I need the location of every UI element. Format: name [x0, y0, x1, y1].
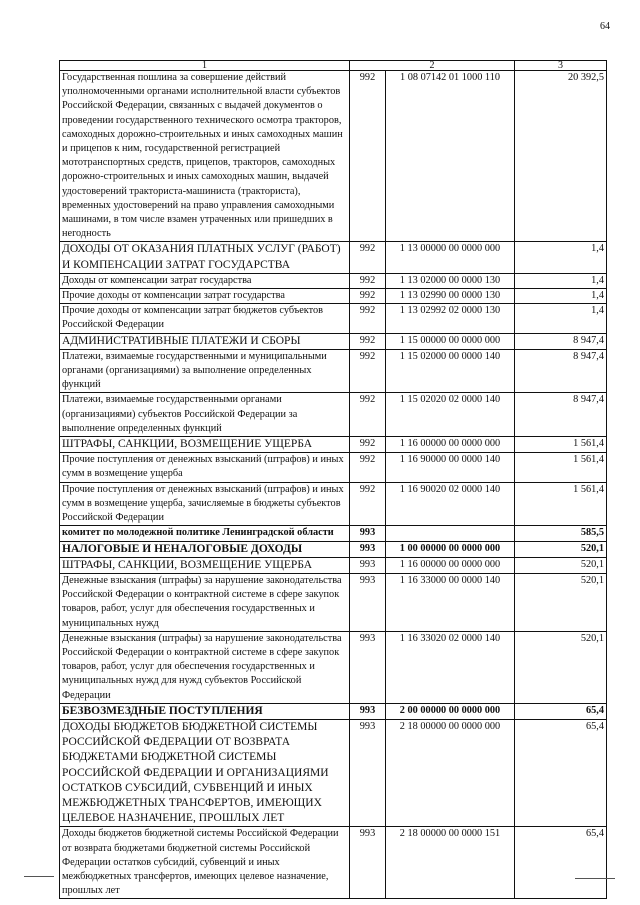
row-name-cell: ДОХОДЫ БЮДЖЕТОВ БЮДЖЕТНОЙ СИСТЕМЫ РОССИЙСКОЙ ФЕДЕРАЦИИ ОТ ВОЗВРАТА БЮДЖЕТАМИ БЮДЖЕТНОЙ СИСТЕМЫ РОССИЙСКОЙ ФЕДЕРАЦИИ И ОРГАНИЗАЦИЯМИ ОСТАТКОВ СУБСИДИЙ, СУБВЕНЦИЙ И ИНЫХ МЕЖБЮДЖЕТНЫХ ТРАНСФЕРТОВ, ИМЕЮЩИХ ЦЕЛЕВОЕ НАЗНАЧЕНИЕ, ПРОШЛЫХ ЛЕТ — [60, 719, 350, 826]
table-row — [60, 526, 607, 541]
row-classification-code-cell — [386, 526, 515, 541]
revenue-table-body — [60, 61, 607, 899]
row-classification-code-cell: 1 16 00000 00 0000 000 — [386, 557, 515, 573]
row-sum-cell: 8 947,4 — [515, 333, 607, 349]
table-row — [60, 393, 607, 437]
row-classification-code-cell: 1 08 07142 01 1000 110 — [386, 71, 515, 242]
row-name-cell: БЕЗВОЗМЕЗДНЫЕ ПОСТУПЛЕНИЯ — [60, 703, 350, 719]
row-classification-code-cell: 2 18 00000 00 0000 151 — [386, 827, 515, 899]
row-admin-code-cell: 992 — [350, 393, 386, 437]
row-classification-code-cell: 2 00 00000 00 0000 000 — [386, 703, 515, 719]
row-admin-code-cell: 992 — [350, 453, 386, 482]
table-row — [60, 827, 607, 899]
row-sum-cell: 65,4 — [515, 703, 607, 719]
row-name-cell: НАЛОГОВЫЕ И НЕНАЛОГОВЫЕ ДОХОДЫ — [60, 541, 350, 557]
row-classification-code-cell: 1 16 00000 00 0000 000 — [386, 437, 515, 453]
row-name-cell: Прочие доходы от компенсации затрат государства — [60, 289, 350, 304]
row-admin-code-cell: 992 — [350, 349, 386, 393]
table-row — [60, 557, 607, 573]
row-name-cell: Доходы бюджетов бюджетной системы Российской Федерации от возврата бюджетами бюджетной системы Российской Федерации остатков субсидий, субвенций и иных межбюджетных трансфертов, имеющих целевое назначение, прошлых лет — [60, 827, 350, 899]
row-sum-cell: 65,4 — [515, 719, 607, 826]
row-admin-code-cell: 993 — [350, 573, 386, 631]
row-classification-code-cell: 1 13 02992 02 0000 130 — [386, 304, 515, 333]
row-admin-code-cell: 992 — [350, 289, 386, 304]
row-classification-code-cell: 1 16 33000 00 0000 140 — [386, 573, 515, 631]
table-row — [60, 482, 607, 526]
row-name-cell: ДОХОДЫ ОТ ОКАЗАНИЯ ПЛАТНЫХ УСЛУГ (РАБОТ) И КОМПЕНСАЦИИ ЗАТРАТ ГОСУДАРСТВА — [60, 242, 350, 273]
row-admin-code-cell: 993 — [350, 719, 386, 826]
row-sum-cell: 1,4 — [515, 273, 607, 288]
row-admin-code-cell: 993 — [350, 557, 386, 573]
table-row — [60, 289, 607, 304]
row-name-cell: Денежные взыскания (штрафы) за нарушение законодательства Российской Федерации о контрактной системе в сфере закупок товаров, работ, услуг для обеспечения государственных и муниципальных нужд для нужд субъектов Российской Федерации — [60, 631, 350, 703]
row-sum-cell: 1,4 — [515, 289, 607, 304]
row-sum-cell: 65,4 — [515, 827, 607, 899]
header-col-1: 1 — [60, 61, 350, 71]
row-name-cell: Доходы от компенсации затрат государства — [60, 273, 350, 288]
scan-edge-mark — [24, 876, 54, 877]
row-sum-cell: 1,4 — [515, 242, 607, 273]
row-name-cell: Прочие поступления от денежных взысканий (штрафов) и иных сумм в возмещение ущерба, зачисляемые в бюджеты субъектов Российской Федерации — [60, 482, 350, 526]
row-admin-code-cell: 992 — [350, 242, 386, 273]
row-admin-code-cell: 993 — [350, 526, 386, 541]
row-name-cell: Платежи, взимаемые государственными и муниципальными органами (организациями) за выполнение определенных функций — [60, 349, 350, 393]
row-admin-code-cell: 992 — [350, 304, 386, 333]
row-sum-cell: 8 947,4 — [515, 349, 607, 393]
row-admin-code-cell: 992 — [350, 482, 386, 526]
row-name-cell: комитет по молодежной политике Ленинградской области — [60, 526, 350, 541]
table-row — [60, 71, 607, 242]
row-admin-code-cell: 992 — [350, 273, 386, 288]
table-row — [60, 304, 607, 333]
row-classification-code-cell: 1 15 00000 00 0000 000 — [386, 333, 515, 349]
row-classification-code-cell: 1 13 00000 00 0000 000 — [386, 242, 515, 273]
row-name-cell: Государственная пошлина за совершение действий уполномоченными органами исполнительной власти субъектов Российской Федерации, связанных с выдачей документов о проведении государственного технического осмотра тракторов, самоходных дорожно-строительных и иных самоходных машин и прицепов к ним, государственной регистрацией мототранспортных средств, прицепов, тракторов, самоходных дорожно-строительных и иных самоходных машин, выдачей удостоверений тракториста-машиниста (тракториста), временных удостоверений на право управления самоходными машинами, в том числе взамен утраченных или пришедших в негодность — [60, 71, 350, 242]
row-classification-code-cell: 1 16 90020 02 0000 140 — [386, 482, 515, 526]
row-sum-cell: 20 392,5 — [515, 71, 607, 242]
row-sum-cell: 8 947,4 — [515, 393, 607, 437]
row-admin-code-cell: 993 — [350, 827, 386, 899]
row-admin-code-cell: 992 — [350, 333, 386, 349]
table-row — [60, 349, 607, 393]
row-classification-code-cell: 1 13 02990 00 0000 130 — [386, 289, 515, 304]
table-row — [60, 242, 607, 273]
row-name-cell: ШТРАФЫ, САНКЦИИ, ВОЗМЕЩЕНИЕ УЩЕРБА — [60, 557, 350, 573]
row-sum-cell: 585,5 — [515, 526, 607, 541]
row-name-cell: Денежные взыскания (штрафы) за нарушение законодательства Российской Федерации о контрактной системе в сфере закупок товаров, работ, услуг для обеспечения государственных и муниципальных нужд — [60, 573, 350, 631]
row-admin-code-cell: 993 — [350, 541, 386, 557]
table-row — [60, 573, 607, 631]
row-sum-cell: 1,4 — [515, 304, 607, 333]
row-name-cell: ШТРАФЫ, САНКЦИИ, ВОЗМЕЩЕНИЕ УЩЕРБА — [60, 437, 350, 453]
table-row — [60, 333, 607, 349]
row-classification-code-cell: 1 16 90000 00 0000 140 — [386, 453, 515, 482]
table-row — [60, 273, 607, 288]
table-header-row — [60, 61, 607, 71]
row-sum-cell: 520,1 — [515, 541, 607, 557]
row-classification-code-cell: 1 00 00000 00 0000 000 — [386, 541, 515, 557]
row-classification-code-cell: 1 16 33020 02 0000 140 — [386, 631, 515, 703]
row-admin-code-cell: 992 — [350, 437, 386, 453]
table-row — [60, 453, 607, 482]
table-row — [60, 719, 607, 826]
row-sum-cell: 1 561,4 — [515, 453, 607, 482]
revenue-table — [59, 60, 607, 899]
row-classification-code-cell: 1 15 02000 00 0000 140 — [386, 349, 515, 393]
row-sum-cell: 1 561,4 — [515, 437, 607, 453]
page-number: 64 — [600, 21, 610, 32]
row-admin-code-cell: 993 — [350, 703, 386, 719]
row-classification-code-cell: 1 13 02000 00 0000 130 — [386, 273, 515, 288]
row-name-cell: АДМИНИСТРАТИВНЫЕ ПЛАТЕЖИ И СБОРЫ — [60, 333, 350, 349]
row-sum-cell: 520,1 — [515, 573, 607, 631]
row-name-cell: Платежи, взимаемые государственными органами (организациями) субъектов Российской Федерации за выполнение определенных функций — [60, 393, 350, 437]
row-sum-cell: 1 561,4 — [515, 482, 607, 526]
scan-edge-mark — [575, 878, 615, 879]
table-row — [60, 437, 607, 453]
row-admin-code-cell: 992 — [350, 71, 386, 242]
row-classification-code-cell: 1 15 02020 02 0000 140 — [386, 393, 515, 437]
row-name-cell: Прочие доходы от компенсации затрат бюджетов субъектов Российской Федерации — [60, 304, 350, 333]
row-sum-cell: 520,1 — [515, 557, 607, 573]
row-admin-code-cell: 993 — [350, 631, 386, 703]
header-col-3: 3 — [515, 61, 607, 71]
row-classification-code-cell: 2 18 00000 00 0000 000 — [386, 719, 515, 826]
table-row — [60, 631, 607, 703]
table-row — [60, 703, 607, 719]
row-name-cell: Прочие поступления от денежных взысканий (штрафов) и иных сумм в возмещение ущерба — [60, 453, 350, 482]
row-sum-cell: 520,1 — [515, 631, 607, 703]
table-row — [60, 541, 607, 557]
header-col-2: 2 — [350, 61, 515, 71]
